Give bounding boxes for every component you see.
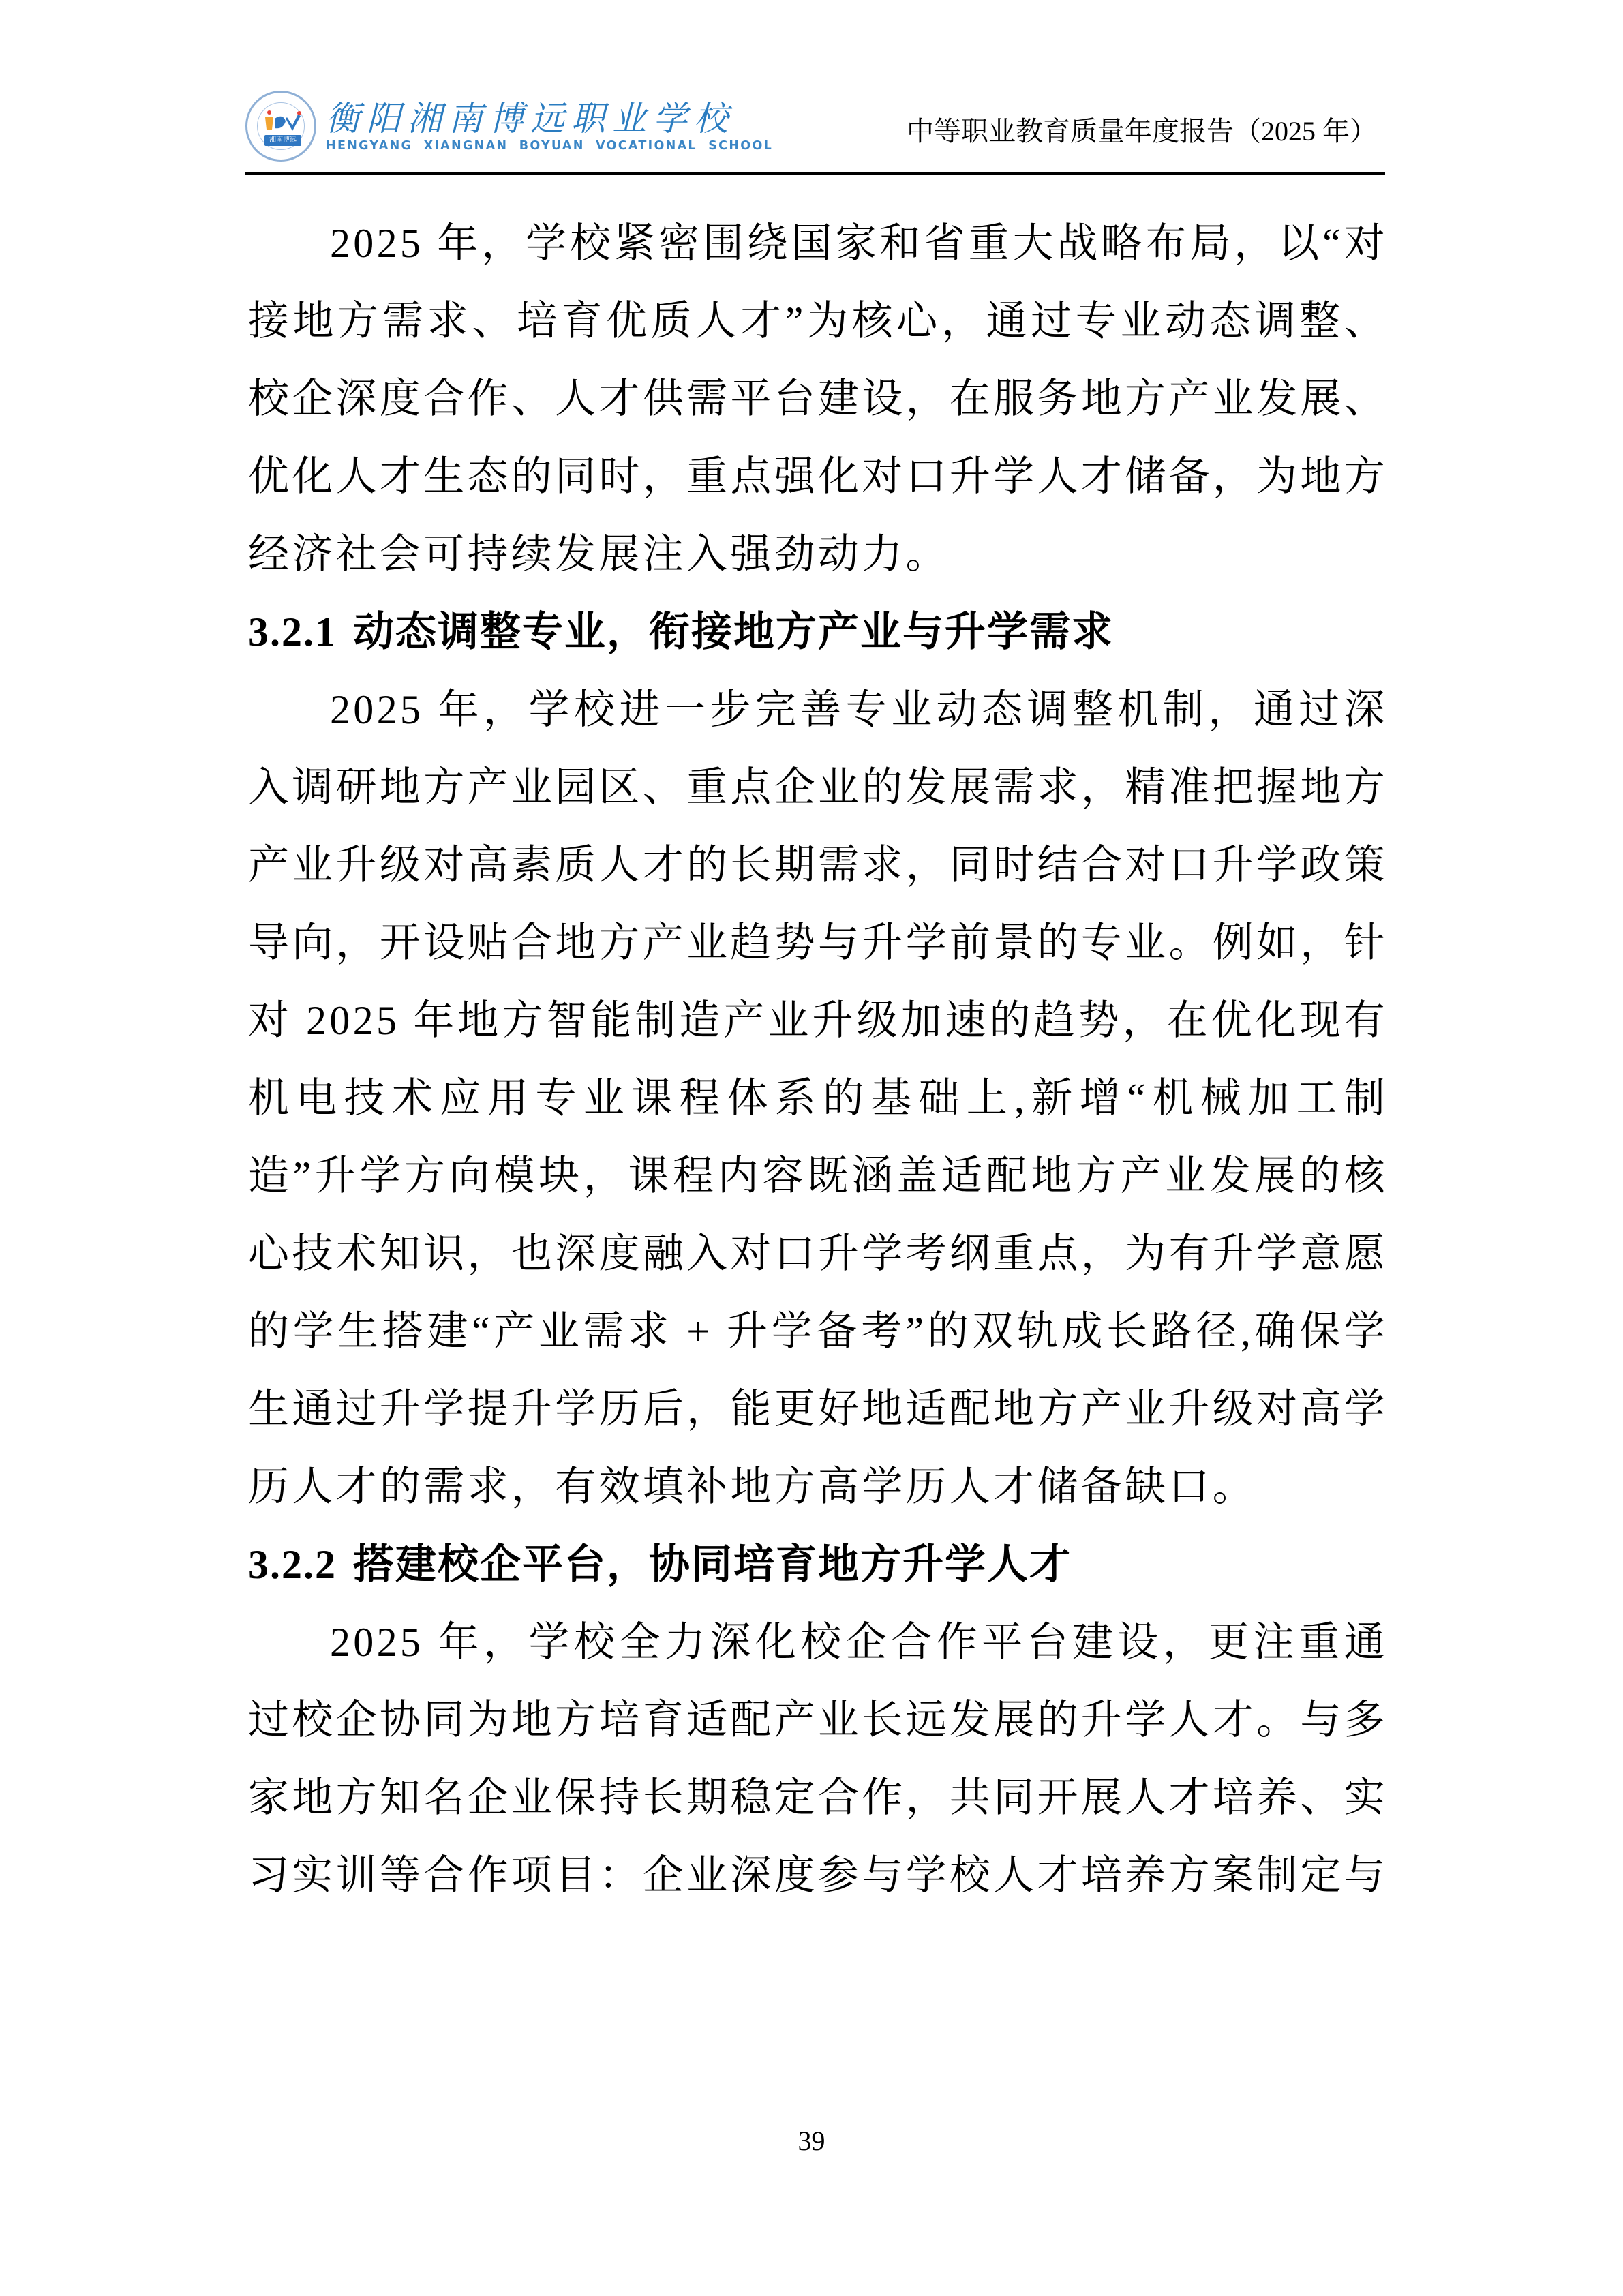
section-heading-3-2-2 [248, 1526, 1388, 1603]
seal-label: 湘南博远 [264, 135, 301, 146]
page-header [245, 89, 1391, 174]
section-number: 3.2.2 [248, 1542, 337, 1587]
header-divider [245, 172, 1385, 175]
section-title: 动态调整专业，衔接地方产业与升学需求 [353, 609, 1114, 654]
report-title: 中等职业教育质量年度报告（2025 年） [907, 116, 1377, 147]
school-name-en: HENGYANG XIANGNAN BOYUAN VOCATIONAL SCHOOL [326, 139, 774, 153]
section-title: 搭建校企平台，协同培育地方升学人才 [353, 1542, 1072, 1587]
section-heading-3-2-1 [248, 593, 1388, 671]
section-number: 3.2.1 [248, 609, 337, 654]
intro-paragraph: 2025 年，学校紧密围绕国家和省重大战略布局，以“对接地方需求、培育优质人才”为核心，通过专业动态调整、校企深度合作、人才供需平台建设，在服务地方产业发展、优化人才生态的同时，重点强化对口升学人才储备，为地方经济社会可持续发展注入强劲动力。 [248, 221, 1388, 577]
page-body [248, 205, 1388, 1914]
section-paragraph: 2025 年，学校进一步完善专业动态调整机制，通过深入调研地方产业园区、重点企业的发展需求，精准把握地方产业升级对高素质人才的长期需求，同时结合对口升学政策导向，开设贴合地方产业趋势与升学前景的专业。例如，针对 2025 年地方智能制造产业升级加速的趋势，在优化现有机电技术应用专业课程体系的基础上,新增“机械加工制造”升学方向模块，课程内容既涵盖适配地方产业发展的核心技术知识，也深度融入对口升学考纲重点，为有升学意愿的学生搭建“产业需求 + 升学备考”的双轨成长路径,确保学生通过升学提升学历后，能更好地适配地方产业升级对高学历人才的需求，有效填补地方高学历人才储备缺口。 [248, 687, 1388, 1509]
page-number: 39 [798, 2126, 825, 2156]
by-monogram-icon [262, 110, 302, 131]
school-name-cn: 衡阳湘南博远职业学校 [326, 99, 735, 138]
section-paragraph: 2025 年，学校全力深化校企合作平台建设，更注重通过校企协同为地方培育适配产业长远发展的升学人才。与多家地方知名企业保持长期稳定合作，共同开展人才培养、实习实训等合作项目：企业深度参与学校人才培养方案制定与 [248, 1620, 1388, 1898]
school-seal-icon [245, 91, 316, 162]
school-logo [245, 89, 773, 164]
